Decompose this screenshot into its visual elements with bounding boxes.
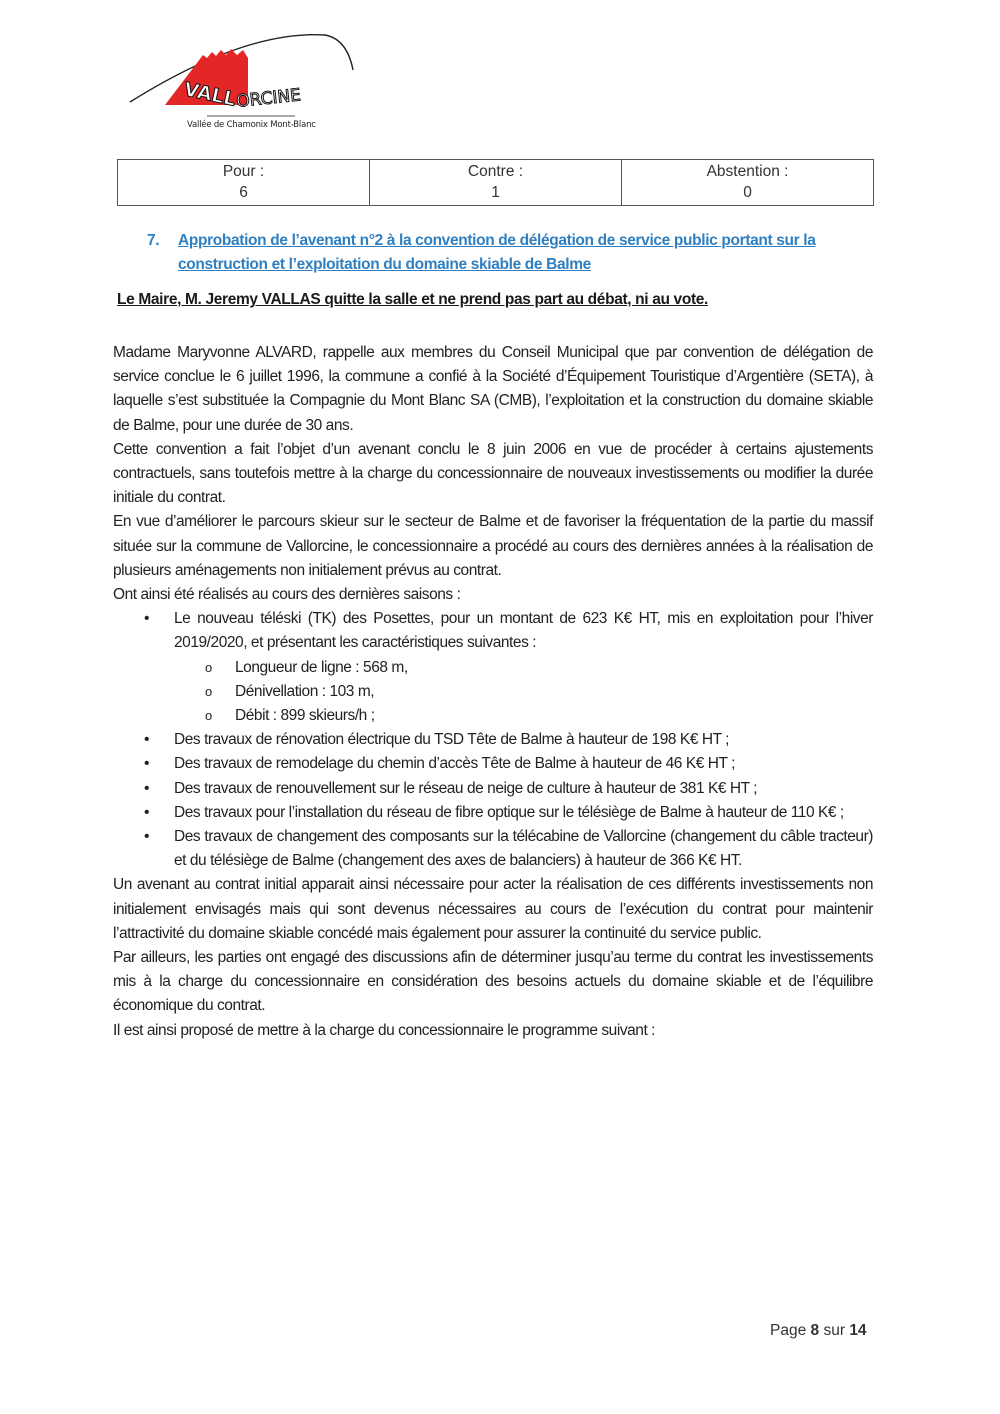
list-item-text: Des travaux de renouvellement sur le réseau de neige de culture à hauteur de 381 K€ HT ;	[174, 779, 758, 797]
section-number: 7.	[147, 232, 160, 249]
bullet-icon: •	[144, 828, 149, 846]
list-item-text: Des travaux pour l’installation du réseau de fibre optique sur le télésiège de Balme à hauteur de 110 K€ ;	[174, 803, 844, 821]
paragraph: Cette convention a fait l’objet d’un avenant conclu le 8 juin 2006 en vue de procéder à certains ajustements contractuels, sans toutefois mettre à la charge du concessionnaire de nouveaux investissements ou modifier la durée initiale du contrat.	[113, 440, 873, 507]
list-item	[113, 777, 873, 801]
paragraph: Ont ainsi été réalisés au cours des dernières saisons :	[113, 586, 461, 604]
bullet-icon: •	[144, 610, 149, 628]
circle-bullet-icon: o	[205, 708, 212, 724]
vote-label: Abstention :	[706, 163, 789, 180]
page-number	[770, 1322, 867, 1340]
sub-list-item	[113, 656, 873, 680]
vote-value: 0	[743, 184, 752, 201]
sub-list-item-text: Longueur de ligne : 568 m,	[235, 658, 408, 676]
list-item	[113, 728, 873, 752]
vote-value: 1	[491, 184, 500, 201]
vote-label: Pour :	[222, 163, 265, 180]
sub-list-item-text: Débit : 899 skieurs/h ;	[235, 707, 375, 725]
vote-row	[118, 160, 874, 206]
section-title: Approbation de l’avenant n°2 à la convention de délégation de service public portant sur la construction et l’exploitation du domaine skiable de Balme	[178, 232, 816, 273]
vote-label: Contre :	[467, 163, 524, 180]
vallorcine-logo	[125, 25, 355, 135]
page-prefix: Page	[770, 1322, 807, 1339]
list-item	[113, 752, 873, 776]
vote-table	[117, 159, 874, 206]
logo-wordmark-a: VALL	[181, 78, 238, 111]
paragraph: Madame Maryvonne ALVARD, rappelle aux membres du Conseil Municipal que par convention de délégation de service conclue le 6 juillet 1996, la commune a confié à la Société d’Équipement Touristique d’Argentière (SETA), à laquelle s’est substituée la Compagnie du Mont Blanc SA (CMB), l’exploitation et la construction du domaine skiable de Balme, pour une durée de 30 ans.	[113, 344, 873, 434]
list-item	[113, 801, 873, 825]
circle-bullet-icon: o	[205, 659, 212, 675]
paragraph: Un avenant au contrat initial apparait ainsi nécessaire pour acter la réalisation de ces différents investissements non initialement envisagés mais qui sont devenus nécessaires au cours de l’exécution du contrat pour maintenir l’attractivité du domaine skiable concédé mais également pour assurer la continuité du service public.	[113, 876, 873, 942]
mayor-note: Le Maire, M. Jeremy VALLAS quitte la salle et ne prend pas part au débat, ni au vote.	[117, 291, 708, 308]
bullet-icon: •	[144, 779, 149, 797]
bullet-icon: •	[144, 731, 149, 749]
list-item	[113, 607, 873, 728]
logo-graphic	[125, 25, 355, 135]
page-current: 8	[810, 1322, 820, 1339]
list-item-text: Des travaux de changement des composants sur la télécabine de Vallorcine (changement du câble tracteur) et du télésiège de Balme (changement des axes de balanciers) à hauteur de 366 K€ HT.	[174, 828, 873, 870]
sub-list-item	[113, 704, 873, 728]
sub-list-item	[113, 680, 873, 704]
body-text	[113, 341, 873, 1043]
logo-subtitle: Vallée de Chamonix Mont-Blanc	[187, 120, 316, 130]
bullet-icon: •	[144, 755, 149, 773]
investments-list	[113, 607, 873, 873]
list-item	[113, 825, 873, 873]
logo-wordmark-b: ORCINE	[235, 85, 302, 112]
vote-cell-pour	[118, 160, 370, 206]
paragraph: Par ailleurs, les parties ont engagé des discussions afin de déterminer jusqu’au terme du contrat les investissements mis à la charge du concessionnaire en considération des besoins actuels du domaine skiable et de l’équilibre économique du contrat.	[113, 949, 873, 1015]
list-item-text: Des travaux de remodelage du chemin d’accès Tête de Balme à hauteur de 46 K€ HT ;	[174, 755, 735, 773]
paragraph: Il est ainsi proposé de mettre à la charge du concessionnaire le programme suivant :	[113, 1021, 656, 1039]
circle-bullet-icon: o	[205, 683, 212, 699]
list-item-text: Le nouveau téléski (TK) des Posettes, pour un montant de 623 K€ HT, mis en exploitation pour l’hiver 2019/2020, et présentant les caractéristiques suivantes :	[174, 610, 873, 652]
vote-value: 6	[239, 184, 248, 201]
vote-cell-abstention	[622, 160, 874, 206]
paragraph: En vue d’améliorer le parcours skieur sur le secteur de Balme et de favoriser la fréquentation de la partie du massif située sur la commune de Vallorcine, le concessionnaire a procédé au cours des dernières années à la réalisation de plusieurs aménagements non initialement prévus au contrat.	[113, 513, 873, 579]
page-total: 14	[849, 1322, 867, 1339]
bullet-icon: •	[144, 803, 149, 821]
vote-cell-contre	[370, 160, 622, 206]
page-sep: sur	[823, 1322, 845, 1339]
sub-list-item-text: Dénivellation : 103 m,	[235, 682, 375, 700]
sub-list	[174, 656, 873, 729]
list-item-text: Des travaux de rénovation électrique du TSD Tête de Balme à hauteur de 198 K€ HT ;	[174, 731, 730, 749]
section-heading	[147, 229, 882, 277]
